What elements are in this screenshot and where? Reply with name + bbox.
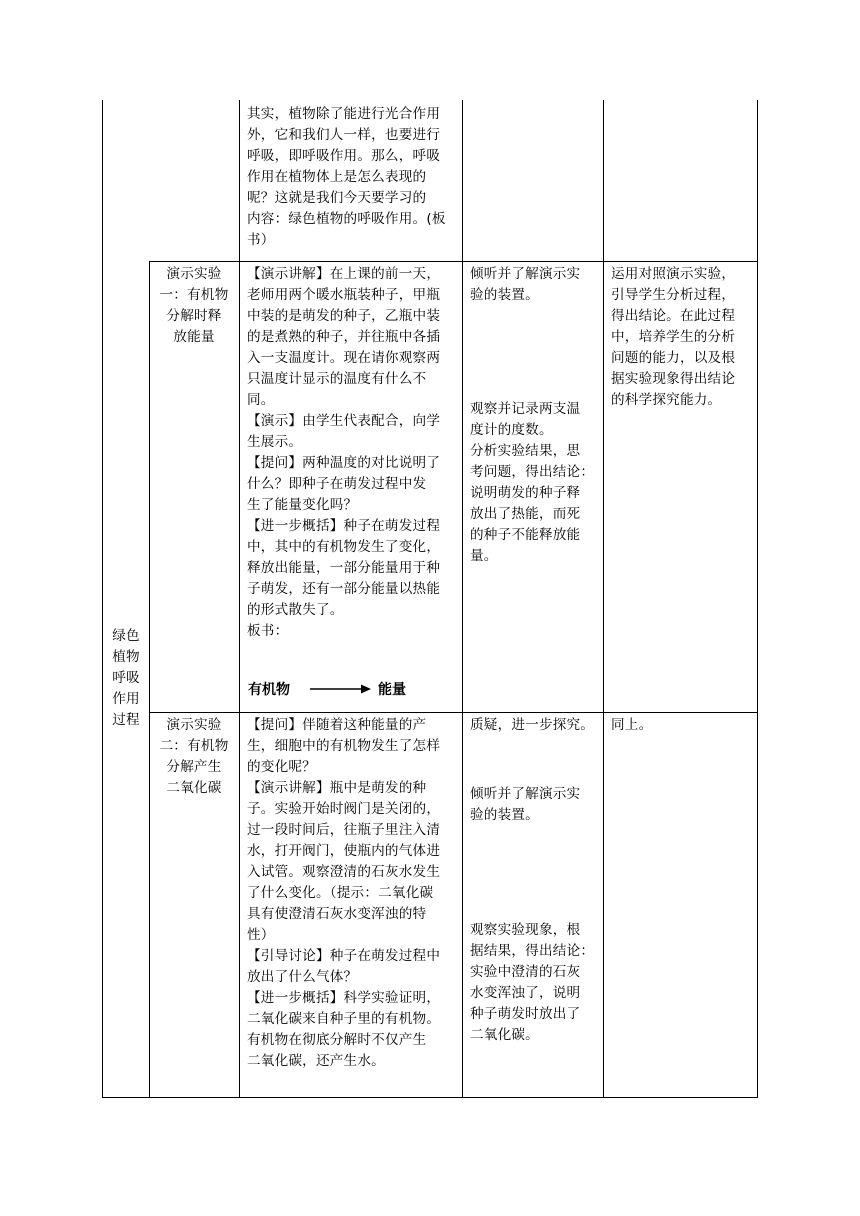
text-line: 观察并记录两支温	[470, 401, 581, 417]
row-divider-1	[149, 261, 758, 262]
text-line: 有机物在彻底分解时不仅产生	[247, 1032, 427, 1048]
text-line: 的形式散失了。	[247, 602, 344, 618]
text-line: 验的装置。	[470, 287, 539, 303]
stage-line: 分解产生	[166, 759, 222, 775]
table-border-bottom	[102, 1097, 758, 1098]
row1-student-cell-b	[470, 399, 594, 567]
text-line: 引导学生分析过程，	[611, 287, 736, 303]
column-divider-3	[462, 100, 463, 1098]
text-line: 据结果，得出结论：	[470, 943, 595, 959]
text-line: 的变化呢？	[247, 759, 316, 775]
text-line: 的是煮熟的种子，并往瓶中各插	[247, 329, 441, 345]
text-line: 【引导讨论】种子在萌发过程中	[247, 948, 441, 964]
text-line: 内容：绿色植物的呼吸作用。(板	[247, 211, 446, 227]
text-line: 得出结论。在此过程	[611, 308, 736, 324]
text-line: 【演示讲解】在上课的前一天，	[247, 266, 441, 282]
text-line: 【提问】伴随着这种能量的产	[247, 717, 427, 733]
text-line: 考问题，得出结论：	[470, 464, 595, 480]
text-line: 同上。	[611, 717, 653, 733]
text-line: 释放出能量，一部分能量用于种	[247, 560, 441, 576]
text-line: 什么？即种子在萌发过程中发	[247, 476, 427, 492]
table-border-left	[102, 100, 103, 1098]
text-line: 作用在植物体上是怎么表现的	[247, 169, 427, 185]
text-line: 倾听并了解演示实	[470, 786, 581, 802]
text-line: 问题的能力，以及根	[611, 350, 736, 366]
text-line: 分析实验结果，思	[470, 443, 581, 459]
text-line: 放出了什么气体？	[247, 969, 358, 985]
text-line: 二氧化碳，还产生水。	[247, 1053, 385, 1069]
text-line: 【演示】由学生代表配合，向学	[247, 413, 441, 429]
text-line: 性）	[247, 927, 275, 943]
column-divider-1	[149, 262, 150, 1098]
row2-student-cell-b	[470, 784, 580, 826]
text-line: 倾听并了解演示实	[470, 266, 581, 282]
text-line: 【进一步概括】种子在萌发过程	[247, 518, 441, 534]
text-line: 的种子不能释放能	[470, 527, 581, 543]
stage-line: 演示实验	[166, 266, 222, 282]
row2-student-cell-c	[470, 920, 594, 1046]
text-line: 【演示讲解】瓶中是萌发的种	[247, 780, 427, 796]
row1-content-cell	[247, 264, 440, 642]
right-arrow-icon	[310, 683, 372, 695]
formula-right-term: 能量	[378, 682, 406, 698]
text-line: 生展示。	[247, 434, 303, 450]
text-line: 中，培养学生的分析	[611, 329, 736, 345]
text-line: 据实验现象得出结论	[611, 371, 736, 387]
text-line: 只温度计显示的温度有什么不	[247, 371, 427, 387]
text-line: 观察实验现象，根	[470, 922, 581, 938]
text-line: 二氧化碳。	[470, 1027, 539, 1043]
text-line: 具有使澄清石灰水变浑浊的特	[247, 906, 427, 922]
row2-content-cell	[247, 715, 440, 1072]
text-line: 【提问】两种温度的对比说明了	[247, 455, 441, 471]
table-border-right	[757, 100, 758, 1098]
formula-left-term: 有机物	[248, 682, 290, 698]
row1-student-cell-a	[470, 264, 580, 306]
text-line: 同。	[247, 392, 275, 408]
text-line: 入一支温度计。现在请你观察两	[247, 350, 441, 366]
text-line: 过一段时间后，往瓶子里注入清	[247, 822, 441, 838]
stage-line: 一：有机物	[159, 287, 229, 303]
text-line: 种子萌发时放出了	[470, 1006, 581, 1022]
row2-stage-cell	[151, 715, 237, 799]
stage-line: 分解时释	[166, 308, 222, 324]
text-line: 子。实验开始时阀门是关闭的，	[247, 801, 441, 817]
row-divider-2	[149, 712, 758, 713]
section-label-line: 作用	[112, 691, 140, 707]
section-label-cell	[104, 626, 148, 731]
text-line: 度计的度数。	[470, 422, 553, 438]
text-line: 生了能量变化吗？	[247, 497, 358, 513]
stage-line: 二氧化碳	[166, 780, 222, 796]
text-line: 运用对照演示实验，	[611, 266, 736, 282]
text-line: 呢？这就是我们今天要学习的	[247, 190, 427, 206]
text-line: 了什么变化。（提示：二氧化碳	[247, 885, 434, 901]
text-line: 水，打开阀门，使瓶内的气体进	[247, 843, 441, 859]
section-label-line: 绿色	[112, 628, 140, 644]
text-line: 外，它和我们人一样，也要进行	[247, 127, 441, 143]
text-line: 验的装置。	[470, 807, 539, 823]
text-line: 板书：	[247, 623, 289, 639]
text-line: 说明萌发的种子释	[470, 485, 581, 501]
text-line: 【进一步概括】科学实验证明，	[247, 990, 441, 1006]
row0-content-cell	[247, 104, 446, 251]
text-line: 子萌发，还有一部分能量以热能	[247, 581, 441, 597]
row2-intent-cell	[611, 715, 652, 736]
column-divider-4	[603, 100, 604, 1098]
column-divider-2	[239, 100, 240, 1098]
text-line: 实验中澄清的石灰	[470, 964, 581, 980]
text-line: 二氧化碳来自种子里的有机物。	[247, 1011, 441, 1027]
text-line: 水变浑浊了，说明	[470, 985, 581, 1001]
text-line: 生，细胞中的有机物发生了怎样	[247, 738, 441, 754]
text-line: 其实，植物除了能进行光合作用	[247, 106, 441, 122]
text-line: 质疑，进一步探究。	[470, 717, 595, 733]
row2-student-cell-a	[470, 715, 594, 736]
section-label-line: 植物	[112, 649, 140, 665]
text-line: 的科学探究能力。	[611, 392, 722, 408]
text-line: 放出了热能，而死	[470, 506, 581, 522]
row1-intent-cell	[611, 264, 735, 411]
text-line: 量。	[470, 548, 498, 564]
stage-line: 演示实验	[166, 717, 222, 733]
row1-stage-cell	[151, 264, 237, 348]
text-line: 入试管。观察澄清的石灰水发生	[247, 864, 441, 880]
text-line: 中装的是萌发的种子，乙瓶中装	[247, 308, 441, 324]
stage-line: 放能量	[173, 329, 215, 345]
stage-line: 二：有机物	[159, 738, 229, 754]
section-label-line: 过程	[112, 712, 140, 728]
text-line: 中，其中的有机物发生了变化，	[247, 539, 441, 555]
text-line: 书）	[247, 232, 275, 248]
text-line: 老师用两个暖水瓶装种子，甲瓶	[247, 287, 441, 303]
section-label-line: 呼吸	[112, 670, 140, 686]
text-line: 呼吸，即呼吸作用。那么，呼吸	[247, 148, 441, 164]
